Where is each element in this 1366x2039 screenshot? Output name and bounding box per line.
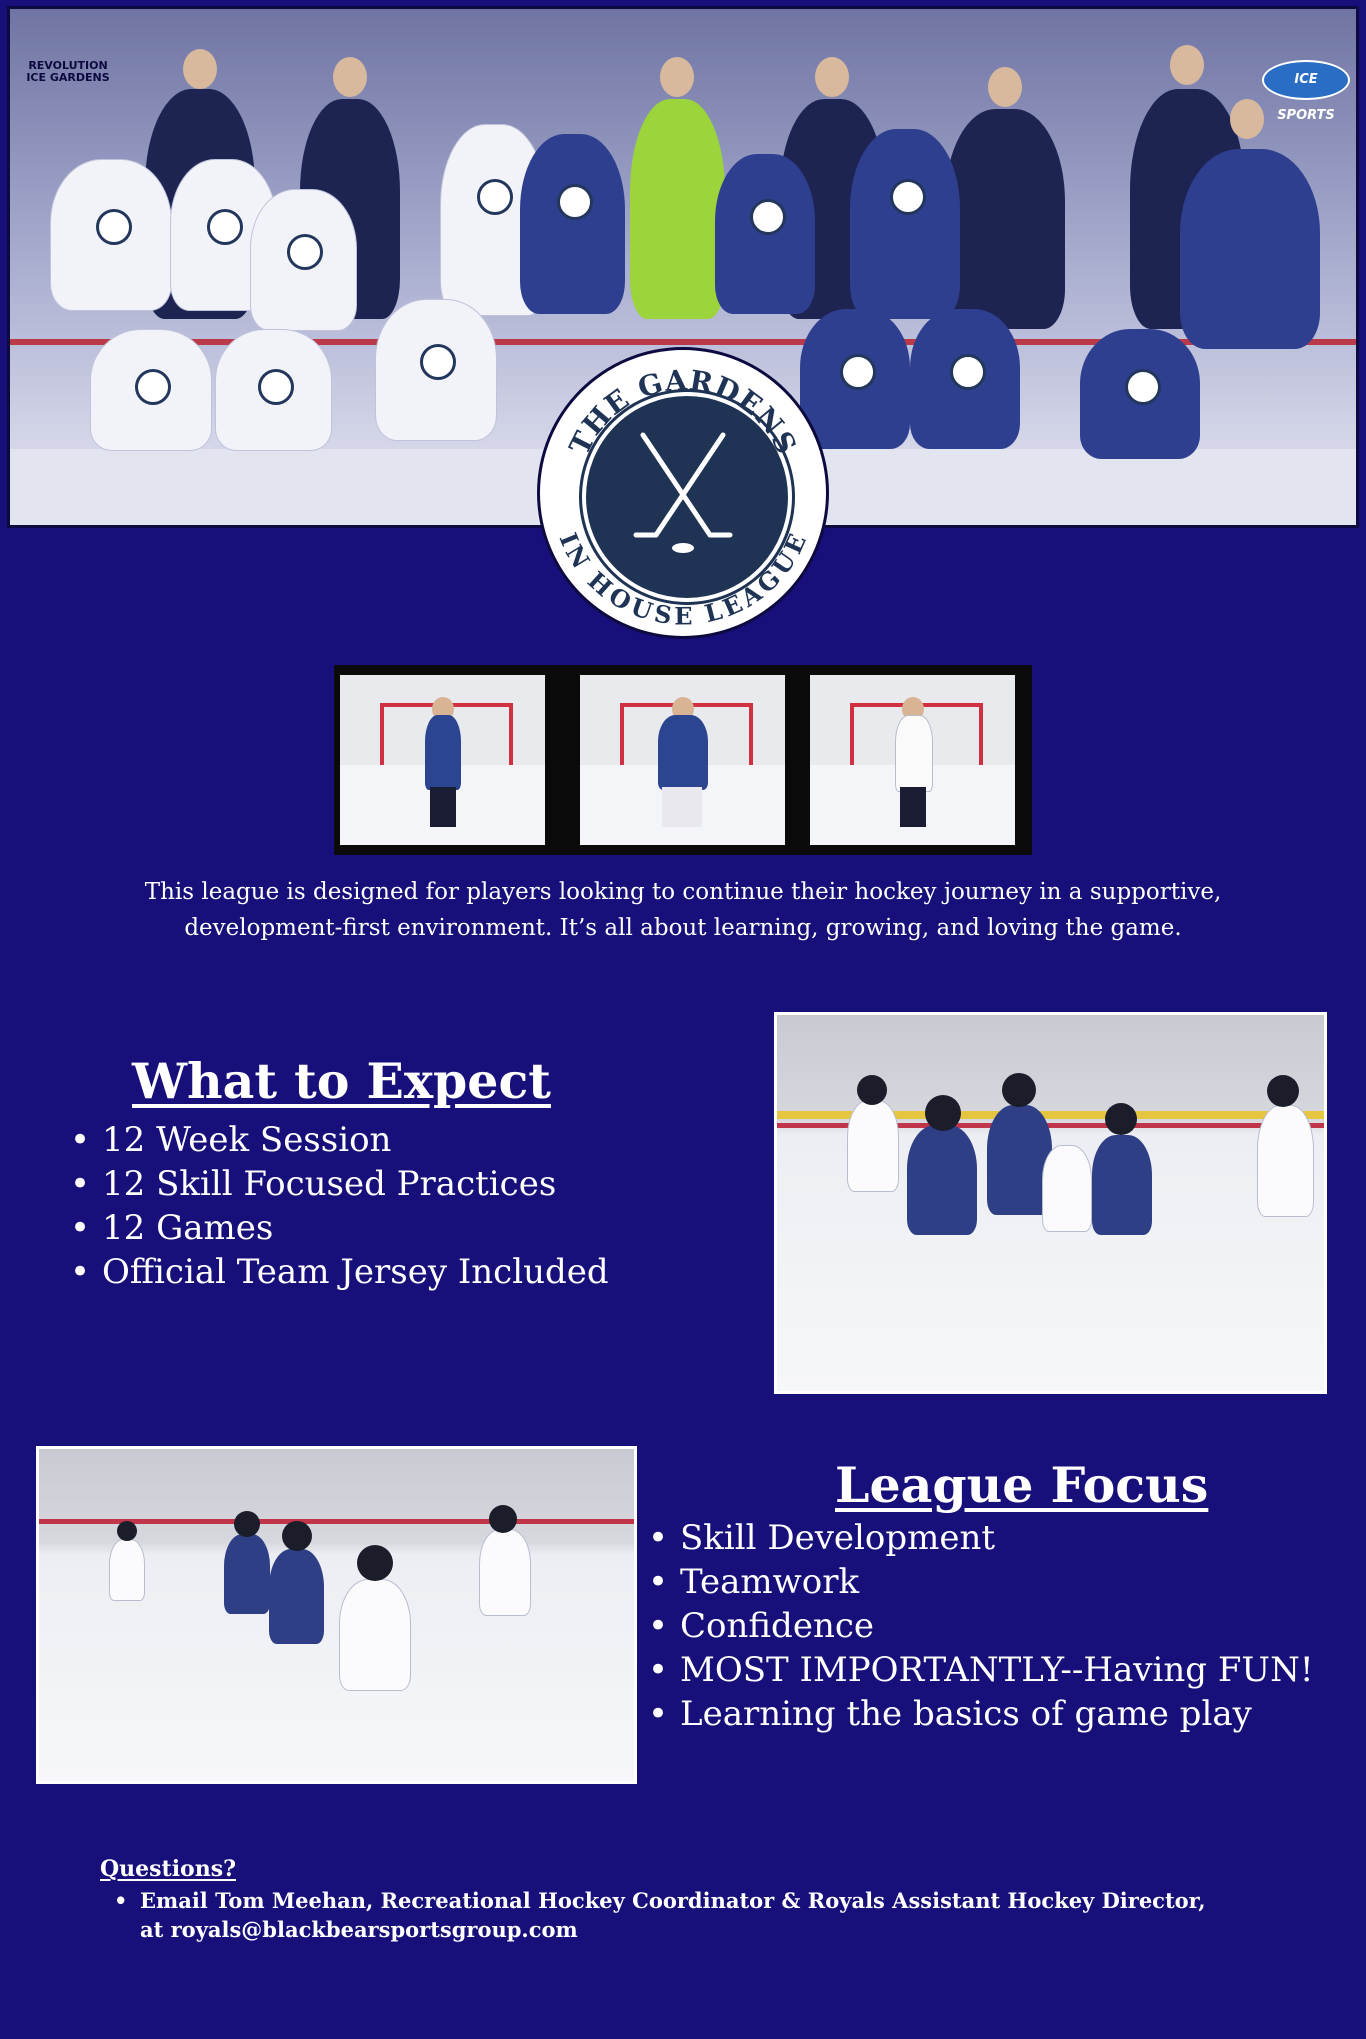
list-item: • Confidence [648,1604,1313,1648]
list-item: • 12 Week Session [70,1118,609,1162]
jersey-crest [750,199,786,235]
jersey-crest [557,184,593,220]
jersey-crest [477,179,513,215]
player-blue-jersey [850,129,960,319]
list-item: • 12 Skill Focused Practices [70,1162,609,1206]
questions-section [100,1856,1320,1944]
contact-item [100,1886,1320,1944]
league-focus-heading: League Focus [835,1456,1209,1514]
ice-sports-logo: ICE SPORTS [1262,60,1350,100]
puck-icon [672,543,694,553]
coach-head [183,49,217,89]
crossed-sticks-icon [636,435,730,535]
jersey-crest [1125,369,1161,405]
list-item: • Skill Development [648,1516,1313,1560]
list-item: • Teamwork [648,1560,1313,1604]
contact-email[interactable]: at royals@blackbearsportsgroup.com [140,1917,578,1942]
jersey-crest [258,369,294,405]
coach-head [660,57,694,97]
list-item: • MOST IMPORTANTLY--Having FUN! [648,1648,1313,1692]
coach-head [815,57,849,97]
jersey-crest [135,369,171,405]
list-item: • 12 Games [70,1206,609,1250]
player-blue-jersey [1180,149,1320,349]
jersey-crest [420,344,456,380]
jersey-crest [950,354,986,390]
jersey-crest [96,209,132,245]
film-frame-goalie [580,675,785,845]
jersey-crest [287,234,323,270]
coach-figure [630,99,725,319]
coach-head [333,57,367,97]
jersey-crest [840,354,876,390]
league-logo [540,350,826,636]
practice-photo [774,1012,1327,1394]
coach-head [1170,45,1204,85]
focus-list [648,1516,1313,1736]
logo-bottom-text: IN HOUSE LEAGUE [553,528,813,631]
jersey-crest [207,209,243,245]
film-frame-skater [810,675,1015,845]
game-play-photo [36,1446,637,1784]
player-blue-jersey [520,134,625,314]
player-head [1230,99,1264,139]
questions-list [100,1886,1320,1944]
coach-figure [945,109,1065,329]
intro-line: development-first environment. It’s all about learning, growing, and loving the game. [184,915,1182,941]
jersey-crest [890,179,926,215]
logo-top-text: THE GARDENS [562,363,804,460]
coach-head [988,67,1022,107]
contact-line: • Email Tom Meehan, Recreational Hockey Coordinator & Royals Assistant Hockey Director, [140,1888,1206,1913]
expect-list [70,1118,609,1294]
logo-emblem [540,350,826,636]
intro-line: This league is designed for players looking to continue their hockey journey in a supportive, [144,879,1222,905]
revolution-ice-gardens-logo: REVOLUTION ICE GARDENS [26,59,110,84]
list-item: • Learning the basics of game play [648,1692,1313,1736]
questions-heading: Questions? [100,1856,237,1882]
list-item: • Official Team Jersey Included [70,1250,609,1294]
intro-paragraph [60,874,1306,946]
film-frame-player [340,675,545,845]
what-to-expect-heading: What to Expect [132,1052,551,1110]
film-strip [334,665,1032,855]
